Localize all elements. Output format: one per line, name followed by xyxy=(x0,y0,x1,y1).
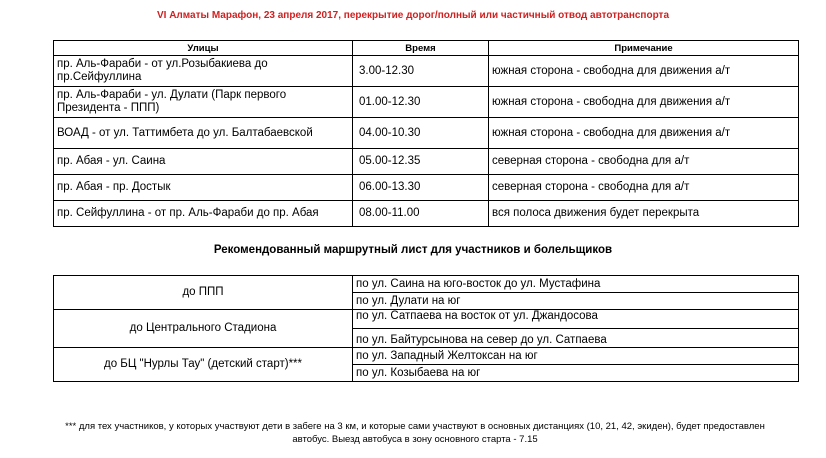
time-cell: 04.00-10.30 xyxy=(353,118,489,149)
table-header-row xyxy=(54,41,799,56)
time-cell: 01.00-12.30 xyxy=(353,87,489,118)
table-row xyxy=(54,118,799,149)
note-cell: вся полоса движения будет перекрыта xyxy=(489,201,799,227)
street-cell: пр. Аль-Фараби - от ул.Розыбакиева до пр.Сейфуллина xyxy=(54,56,353,87)
route-cell: по ул. Байтурсынова на север до ул. Сатпаева xyxy=(353,329,799,348)
footnote: *** для тех участников, у которых участвуют дети в забеге на 3 км, и которые сами участвуют в основных дистанциях (10, 21, 42, экиден), будет предоставлен автобус. Выезд автобуса в зону основного старта - 7.15 xyxy=(65,421,765,445)
street-cell: пр. Абая - ул. Саина xyxy=(54,149,353,175)
time-cell: 05.00-12.35 xyxy=(353,149,489,175)
table-row xyxy=(54,56,799,87)
page-title: VI Алматы Марафон, 23 апреля 2017, перекрытие дорог/полный или частичный отвод автотранспорта xyxy=(156,10,670,21)
header-note: Примечание xyxy=(489,41,799,56)
time-cell: 08.00-11.00 xyxy=(353,201,489,227)
destination-cell: до ППП xyxy=(54,276,353,310)
destination-cell: до БЦ "Нурлы Тау" (детский старт)*** xyxy=(54,348,353,382)
time-cell: 3.00-12.30 xyxy=(353,56,489,87)
route-cell: по ул. Сатпаева на восток от ул. Джандосова xyxy=(353,310,799,329)
street-cell: ВОАД - от ул. Таттимбета до ул. Балтабаевской xyxy=(54,118,353,149)
route-cell: по ул. Козыбаева на юг xyxy=(353,365,799,382)
time-cell: 06.00-13.30 xyxy=(353,175,489,201)
note-cell: южная сторона - свободна для движения а/т xyxy=(489,56,799,87)
table-row xyxy=(54,276,799,293)
table-row xyxy=(54,149,799,175)
table-row xyxy=(54,348,799,365)
route-cell: по ул. Западный Желтоксан на юг xyxy=(353,348,799,365)
street-cell: пр. Абая - пр. Достык xyxy=(54,175,353,201)
route-cell: по ул. Саина на юго-восток до ул. Мустафина xyxy=(353,276,799,293)
street-cell: пр. Аль-Фараби - ул. Дулати (Парк первого Президента - ППП) xyxy=(54,87,353,118)
street-cell: пр. Сейфуллина - от пр. Аль-Фараби до пр. Абая xyxy=(54,201,353,227)
note-cell: северная сторона - свободна для а/т xyxy=(489,175,799,201)
header-streets: Улицы xyxy=(54,41,353,56)
routes-table xyxy=(53,275,799,382)
table-row xyxy=(54,175,799,201)
road-closures-table xyxy=(53,40,799,227)
header-time: Время xyxy=(353,41,489,56)
note-cell: южная сторона - свободна для движения а/т xyxy=(489,118,799,149)
note-cell: северная сторона - свободна для а/т xyxy=(489,149,799,175)
note-cell: южная сторона - свободна для движения а/т xyxy=(489,87,799,118)
route-section-title: Рекомендованный маршрутный лист для участников и болельщиков xyxy=(213,244,613,256)
table-row xyxy=(54,310,799,329)
table-row xyxy=(54,87,799,118)
route-cell: по ул. Дулати на юг xyxy=(353,293,799,310)
destination-cell: до Центрального Стадиона xyxy=(54,310,353,348)
table-row xyxy=(54,201,799,227)
